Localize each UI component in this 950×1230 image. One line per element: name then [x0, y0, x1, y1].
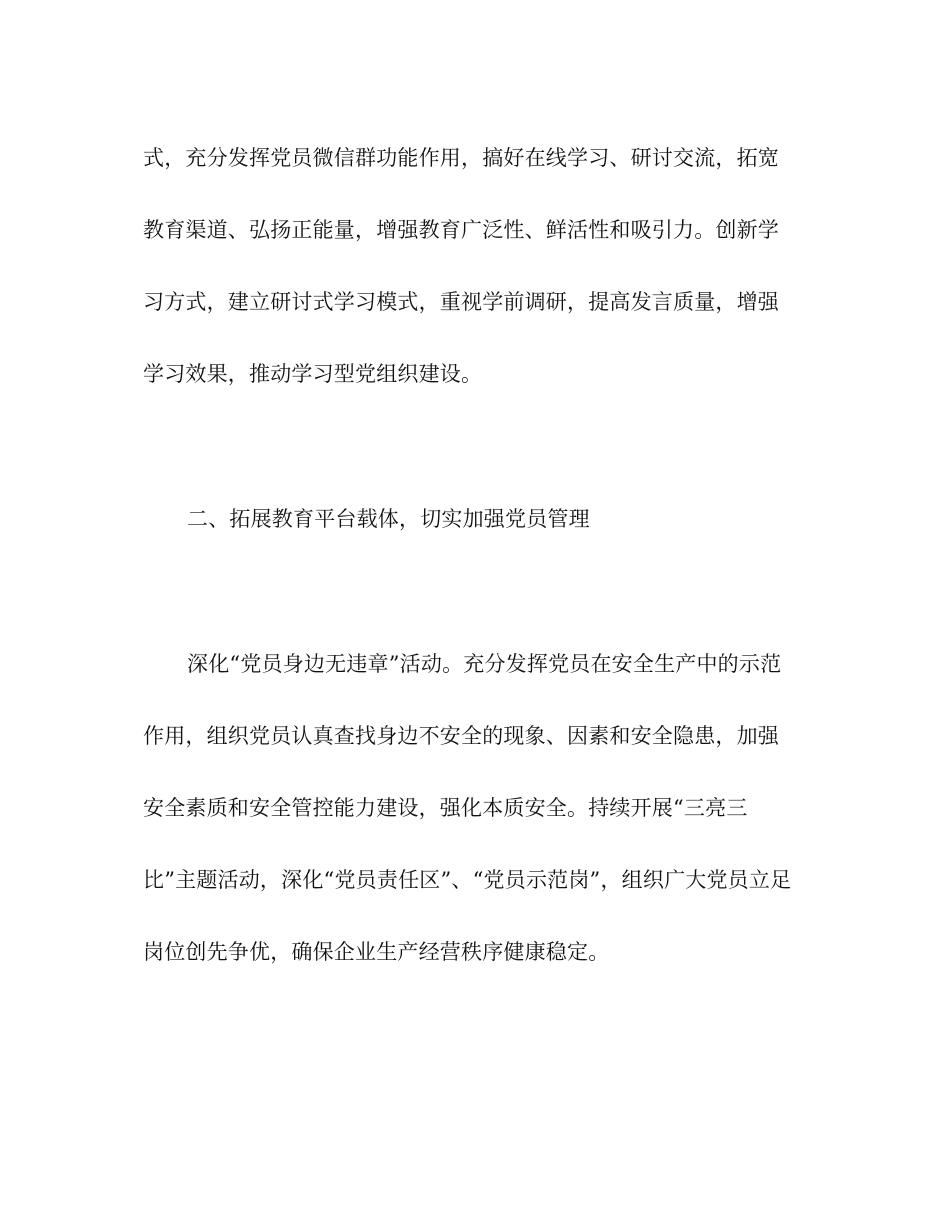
- paragraph-2-line-5: 岗位创先争优，确保企业生产经营秩序健康稳定。: [143, 940, 610, 964]
- paragraph-1-line-4: 学习效果，推动学习型党组织建设。: [143, 362, 483, 386]
- paragraph-2-line-1: 深化“党员身边无违章”活动。充分发挥党员在安全生产中的示范: [187, 652, 782, 676]
- paragraph-2-line-3: 安全素质和安全管控能力建设，强化本质安全。持续开展“三亮三: [143, 796, 748, 820]
- paragraph-1-line-2: 教育渠道、弘扬正能量，增强教育广泛性、鲜活性和吸引力。创新学: [143, 218, 779, 242]
- paragraph-2-line-4: 比”主题活动，深化“党员责任区”、“党员示范岗”，组织广大党员立足: [143, 868, 792, 892]
- section-heading: 二、拓展教育平台载体，切实加强党员管理: [187, 507, 590, 531]
- paragraph-1-line-3: 习方式，建立研讨式学习模式，重视学前调研，提高发言质量，增强: [143, 290, 779, 314]
- paragraph-1-line-1: 式，充分发挥党员微信群功能作用，搞好在线学习、研讨交流，拓宽: [143, 146, 779, 170]
- paragraph-2-line-2: 作用，组织党员认真查找身边不安全的现象、因素和安全隐患，加强: [143, 724, 779, 748]
